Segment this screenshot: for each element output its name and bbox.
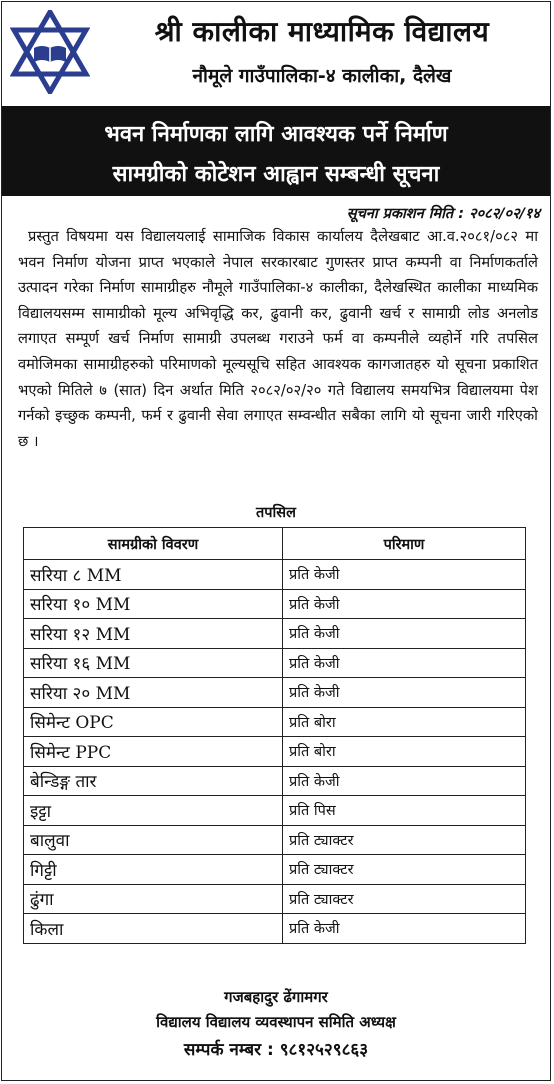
material-cell: सरिया १६ MM bbox=[24, 648, 283, 678]
column-header-quantity: परिमाण bbox=[283, 528, 526, 560]
material-cell: सरिया ८ MM bbox=[24, 560, 283, 590]
unit-cell: प्रति केजी bbox=[283, 914, 526, 944]
unit-cell: प्रति केजी bbox=[283, 589, 526, 619]
notice-document bbox=[1, 1, 551, 1081]
unit-cell: प्रति ट्याक्टर bbox=[283, 855, 526, 885]
table-row bbox=[24, 648, 526, 678]
unit-cell: प्रति केजी bbox=[283, 766, 526, 796]
table-row bbox=[24, 737, 526, 767]
unit-cell: प्रति केजी bbox=[283, 648, 526, 678]
notice-title-line-1: भवन निर्माणका लागि आवश्यक पर्ने निर्माण bbox=[104, 122, 448, 147]
notice-title-line-2: सामग्रीको कोटेशन आह्वान सम्बन्धी सूचना bbox=[112, 162, 440, 187]
header bbox=[2, 2, 550, 106]
table-row bbox=[24, 766, 526, 796]
table-row bbox=[24, 796, 526, 826]
unit-cell: प्रति ट्याक्टर bbox=[283, 825, 526, 855]
unit-cell: प्रति बोरा bbox=[283, 707, 526, 737]
unit-cell: प्रति पिस bbox=[283, 796, 526, 826]
school-address: नौमूले गाउँपालिका-४ कालीका, दैलेख bbox=[192, 65, 452, 87]
material-cell: सरिया १२ MM bbox=[24, 619, 283, 649]
unit-cell: प्रति ट्याक्टर bbox=[283, 884, 526, 914]
tapasil-heading: तपसिल bbox=[256, 505, 296, 521]
table-row bbox=[24, 560, 526, 590]
notice-title-band bbox=[2, 106, 550, 196]
unit-cell: प्रति बोरा bbox=[283, 737, 526, 767]
unit-cell: प्रति केजी bbox=[283, 619, 526, 649]
material-cell: सरिया २० MM bbox=[24, 678, 283, 708]
material-cell: गिट्टी bbox=[24, 855, 283, 885]
table-row bbox=[24, 619, 526, 649]
material-cell: ढुंगा bbox=[24, 884, 283, 914]
table-row bbox=[24, 678, 526, 708]
table-header-row bbox=[24, 528, 526, 560]
unit-cell: प्रति केजी bbox=[283, 560, 526, 590]
table-row bbox=[24, 884, 526, 914]
signatory-role: विद्यालय विद्यालय व्यवस्थापन समिति अध्यक्ष bbox=[156, 1013, 396, 1031]
star-of-david-book-logo-icon bbox=[10, 10, 90, 94]
unit-cell: प्रति केजी bbox=[283, 678, 526, 708]
column-header-material: सामग्रीको विवरण bbox=[24, 528, 283, 560]
table-row bbox=[24, 855, 526, 885]
table-row bbox=[24, 589, 526, 619]
material-cell: सरिया १० MM bbox=[24, 589, 283, 619]
material-cell: बालुवा bbox=[24, 825, 283, 855]
material-cell: इट्टा bbox=[24, 796, 283, 826]
publication-date: सूचना प्रकाशन मिति : २०८२/०२/१४ bbox=[346, 206, 540, 222]
material-cell: सिमेन्ट PPC bbox=[24, 737, 283, 767]
notice-body-paragraph: प्रस्तुत विषयमा यस विद्यालयलाई सामाजिक विकास कार्यालय दैलेखबाट आ.व.२०८१/०८२ मा भवन निर्माण योजना प्राप्त भएकाले नेपाल सरकारबाट गुणस्तर प्राप्त कम्पनी वा निर्माणकर्ताले उत्पादन गरेका निर्माण सामाग्रीहरु नौमूले गाउँपालिका-४ कालीका, दैलेखस्थित कालीका माध्यमिक विद्यालयसम्म सामाग्रीको मूल्य अभिवृद्धि कर, ढुवानी कर, ढुवानी खर्च र सामाग्री लोड अनलोड लगाएत सम्पूर्ण खर्च निर्माण सामाग्री उपलब्ध गराउने फर्म वा कम्पनीले व्यहोर्ने गरि तपसिल वमोजिमका सामाग्रीहरुको परिमाणको मूल्यसूचि सहित आवश्यक कागजातहरु यो सूचना प्रकाशित भएको मितिले ७ (सात) दिन अर्थात मिति २०८२/०२/२० गते विद्यालय समयभित्र विद्यालयमा पेश गर्नको इच्छुक कम्पनी, फर्म र ढुवानी सेवा लगाएत सम्वन्धीत सबैका लागि यो सूचना जारी गरिएको छ । bbox=[18, 228, 538, 450]
materials-table bbox=[23, 527, 526, 944]
school-name: श्री कालीका माध्यामिक विद्यालय bbox=[154, 15, 490, 48]
table-row bbox=[24, 707, 526, 737]
material-cell: किला bbox=[24, 914, 283, 944]
contact-number: सम्पर्क नम्बर : ९८१२५२९८६३ bbox=[183, 1040, 369, 1060]
table-row bbox=[24, 825, 526, 855]
signatory-name: गजबहादुर ढेंगामगर bbox=[224, 988, 328, 1006]
material-cell: सिमेन्ट OPC bbox=[24, 707, 283, 737]
table-row bbox=[24, 914, 526, 944]
material-cell: बेन्डिङ्ग तार bbox=[24, 766, 283, 796]
